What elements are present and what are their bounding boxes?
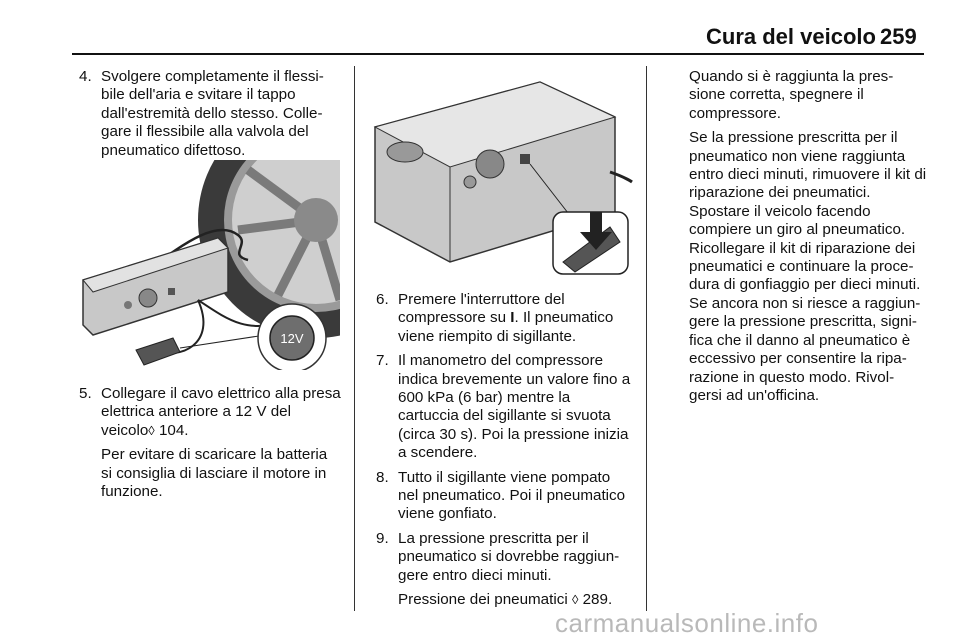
step-5: [79, 385, 341, 501]
page-ref-icon: ◊: [571, 592, 579, 608]
step-7: [376, 352, 634, 462]
step-9: [376, 530, 634, 610]
page-ref-icon: ◊: [148, 422, 155, 438]
step-number: 6.: [376, 291, 389, 308]
step-6: [376, 291, 634, 346]
paragraph-1: Quando si è raggiunta la pres-sione corretta, spegnere il compressore.: [689, 68, 894, 122]
column-divider-left: [354, 66, 355, 611]
socket-label: 12V: [280, 331, 304, 346]
reference-text: Pressione dei pneumatici: [398, 591, 568, 609]
page-ref-number[interactable]: 289.: [582, 591, 613, 609]
watermark: carmanualsonline.info: [555, 608, 819, 638]
step-8: [376, 469, 634, 524]
step-text: [101, 385, 341, 440]
step-text-main: Collegare il cavo elettrico alla presa elettrica anteriore a 12 V del veicolo: [101, 385, 341, 439]
step-text: Il manometro del compressore indica brevemente un valore fino a 600 kPa (6 bar) mentre la cartuccia del sigillante si svuota (circa 30 s). Poi la pressione inizia a scendere.: [398, 352, 631, 462]
step-number: 4.: [79, 68, 92, 85]
step-text: [398, 291, 634, 346]
page-ref-number[interactable]: 104.: [158, 421, 189, 439]
step-reference: [398, 591, 634, 609]
step-text: Tutto il sigillante viene pompato nel pneumatico. Poi il pneumatico viene gonfiato.: [398, 468, 626, 523]
step-note: Per evitare di scaricare la batteria si consiglia di lasciare il motore in funzione.: [101, 446, 328, 501]
step-text: La pressione prescritta per il pneumatico si dovrebbe raggiun-gere entro dieci minuti.: [398, 529, 620, 584]
page-number: 259: [880, 24, 917, 49]
paragraph-2: Se la pressione prescritta per il pneumatico non viene raggiunta entro dieci minuti, rimuovere il kit di riparazione dei pneumatici. Spostare il veicolo facendo compiere un giro al pneumatico. Ricollegare il kit di riparazione dei pneumatici e continuare la proce-dura di gonfiaggio per dieci minuti. Se ancora non si riesce a raggiun-gere la pressione prescritta, signi-fica che il danno al pneumatico è eccessivo per consentire la ripa-razione in questo modo. Rivol-gersi ad un'officina.: [689, 129, 927, 404]
right-column: [689, 68, 927, 411]
section-title: Cura del veicolo: [706, 24, 876, 49]
step-4: [79, 68, 341, 160]
middle-column: [376, 291, 634, 616]
column-divider-right: [646, 66, 647, 611]
header-rule: [72, 53, 924, 55]
compressor-tyre-illustration: [78, 160, 340, 370]
step-text-before: Premere l'interruttore del compressore su: [398, 291, 565, 327]
left-column: [79, 68, 341, 166]
step-number: 5.: [79, 385, 92, 402]
step-text: Svolgere completamente il flessi-bile dell'aria e svitare il tappo dall'estremità dello stesso. Colle-gare il flessibile alla valvola del pneumatico difettoso.: [101, 68, 324, 159]
compressor-switch-illustration: [370, 72, 635, 282]
switch-position: I: [510, 309, 515, 327]
step-number: 8.: [376, 468, 389, 486]
step-number: 7.: [376, 352, 389, 370]
step-number: 9.: [376, 529, 389, 547]
left-column-lower: [79, 385, 341, 507]
step-text-after: . Il pneumatico viene riempito di sigillante.: [398, 309, 614, 345]
